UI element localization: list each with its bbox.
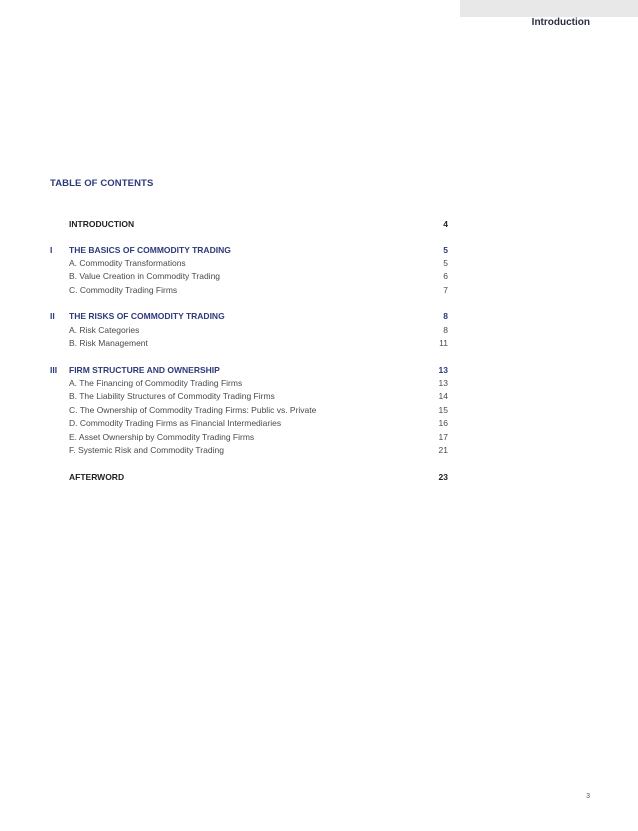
chapter-number: III bbox=[50, 365, 58, 375]
toc-entry-page: 8 bbox=[443, 311, 448, 321]
toc-entry-page: 4 bbox=[443, 219, 448, 229]
toc-entry-label: C. The Ownership of Commodity Trading Firms: Public vs. Private bbox=[69, 405, 317, 415]
toc-subentry[interactable] bbox=[50, 284, 448, 297]
toc-entry-page: 13 bbox=[438, 365, 448, 375]
toc-chapter-1[interactable] bbox=[50, 244, 448, 257]
header-bar bbox=[460, 0, 638, 17]
toc-subentry[interactable] bbox=[50, 324, 448, 337]
toc-entry-label: A. Commodity Transformations bbox=[69, 258, 186, 268]
toc-entry-label: C. Commodity Trading Firms bbox=[69, 285, 178, 295]
toc-entry-label: FIRM STRUCTURE AND OWNERSHIP bbox=[69, 365, 220, 375]
toc-subentry[interactable] bbox=[50, 337, 448, 350]
section-title: Introduction bbox=[531, 17, 590, 28]
toc-entry-label: AFTERWORD bbox=[69, 472, 125, 482]
toc-entry-page: 15 bbox=[438, 405, 448, 415]
page-number: 3 bbox=[586, 793, 590, 800]
toc-entry-label: D. Commodity Trading Firms as Financial Intermediaries bbox=[69, 418, 282, 428]
toc-entry-page: 11 bbox=[439, 338, 448, 348]
toc-subentry[interactable] bbox=[50, 257, 448, 270]
toc-subentry[interactable] bbox=[50, 417, 448, 430]
toc-entry-label: B. Risk Management bbox=[69, 338, 148, 348]
toc-subentry[interactable] bbox=[50, 431, 448, 444]
toc-entry-page: 5 bbox=[443, 258, 448, 268]
toc-entry-label: THE RISKS OF COMMODITY TRADING bbox=[69, 311, 225, 321]
toc-subentry[interactable] bbox=[50, 377, 448, 390]
chapter-number: II bbox=[50, 311, 55, 321]
toc-entry-introduction[interactable] bbox=[50, 218, 448, 231]
toc-entry-page: 8 bbox=[443, 325, 448, 335]
toc-entry-page: 5 bbox=[443, 245, 448, 255]
chapter-number: I bbox=[50, 245, 53, 255]
toc-subentry[interactable] bbox=[50, 270, 448, 283]
toc-entry-label: THE BASICS OF COMMODITY TRADING bbox=[69, 245, 231, 255]
toc-entry-label: F. Systemic Risk and Commodity Trading bbox=[69, 445, 224, 455]
toc-entry-label: A. Risk Categories bbox=[69, 325, 140, 335]
toc-entry-page: 6 bbox=[443, 271, 448, 281]
toc-entry-page: 16 bbox=[438, 418, 448, 428]
toc-subentry[interactable] bbox=[50, 390, 448, 403]
toc-entry-label: E. Asset Ownership by Commodity Trading Firms bbox=[69, 432, 255, 442]
toc-subentry[interactable] bbox=[50, 404, 448, 417]
toc-chapter-2[interactable] bbox=[50, 310, 448, 323]
toc-entry-page: 7 bbox=[443, 285, 448, 295]
toc-entry-label: INTRODUCTION bbox=[69, 219, 135, 229]
toc-title: TABLE OF CONTENTS bbox=[50, 178, 154, 189]
toc-entry-label: A. The Financing of Commodity Trading Firms bbox=[69, 378, 243, 388]
toc-entry-page: 14 bbox=[438, 391, 448, 401]
toc-chapter-3[interactable] bbox=[50, 364, 448, 377]
toc-entry-page: 21 bbox=[438, 445, 448, 455]
toc-entry-page: 17 bbox=[438, 432, 448, 442]
toc-entry-afterword[interactable] bbox=[50, 471, 448, 484]
toc-subentry[interactable] bbox=[50, 444, 448, 457]
toc-entry-label: B. Value Creation in Commodity Trading bbox=[69, 271, 221, 281]
toc-entry-page: 23 bbox=[438, 472, 448, 482]
toc-entry-page: 13 bbox=[438, 378, 448, 388]
toc-entry-label: B. The Liability Structures of Commodity Trading Firms bbox=[69, 391, 275, 401]
